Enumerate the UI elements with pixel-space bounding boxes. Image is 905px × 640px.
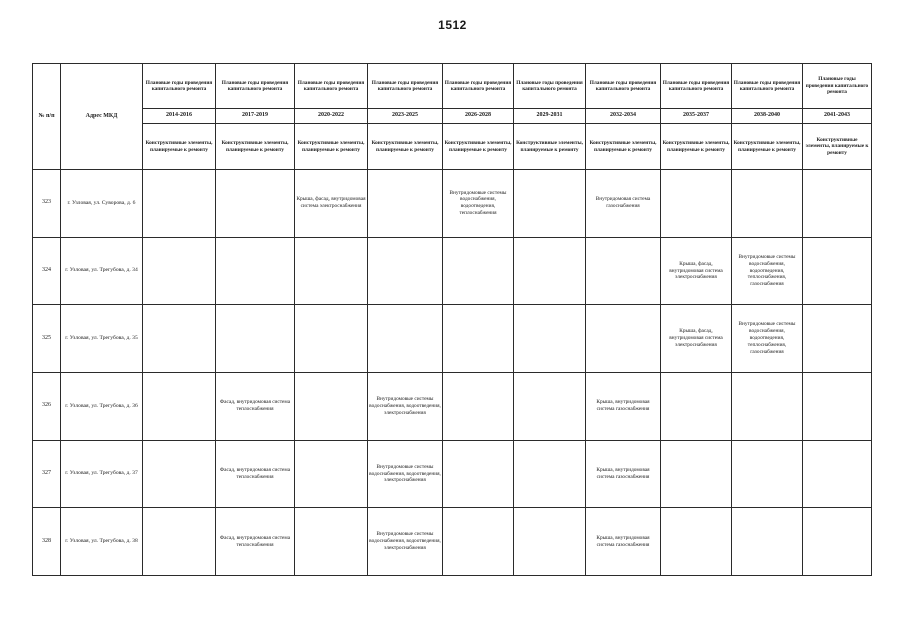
table-cell: Внутридомовые системы водоснабжения, водоотведения, теплоснабжения, газоснабжения <box>732 237 803 305</box>
table-cell <box>295 305 368 373</box>
table-cell <box>514 305 586 373</box>
table-cell: Крыша, фасад, внутридомовая система электроснабжения <box>661 305 732 373</box>
table-row <box>33 237 872 305</box>
row-address: г. Узловая, ул. Трегубова, д. 35 <box>61 305 143 373</box>
row-address: г. Узловая, ул. Трегубова, д. 38 <box>61 508 143 576</box>
table-cell: Крыша, внутридомовая система газоснабжения <box>586 372 661 440</box>
header-elements-label: Конструктивные элементы, планируемые к ремонту <box>216 124 295 170</box>
table-cell <box>732 508 803 576</box>
table-cell: Внутридомовые системы водоснабжения, водоотведения, электроснабжения <box>368 440 443 508</box>
table-cell: Фасад, внутридомовая система теплоснабжения <box>216 440 295 508</box>
table-cell <box>586 237 661 305</box>
table-cell <box>803 508 872 576</box>
header-elements-label: Конструктивные элементы, планируемые к ремонту <box>803 124 872 170</box>
table-cell <box>803 170 872 238</box>
table-cell: Внутридомовые системы водоснабжения, водоотведения, теплоснабжения, газоснабжения <box>732 305 803 373</box>
table-cell <box>216 305 295 373</box>
table-cell: Фасад, внутридомовая система теплоснабжения <box>216 508 295 576</box>
table-cell: Крыша, фасад, внутридомовая система электроснабжения <box>661 237 732 305</box>
table-cell: Крыша, внутридомовая система газоснабжения <box>586 440 661 508</box>
table-cell <box>295 237 368 305</box>
row-address: г. Узловая, ул. Трегубова, д. 36 <box>61 372 143 440</box>
header-period-label: Плановые годы проведения капитального ремонта <box>586 64 661 109</box>
header-elements-label: Конструктивные элементы, планируемые к ремонту <box>661 124 732 170</box>
table-cell <box>514 440 586 508</box>
header-elements-label: Конструктивные элементы, планируемые к ремонту <box>295 124 368 170</box>
table-cell: Крыша, внутридомовая система газоснабжения <box>586 508 661 576</box>
table-cell: Внутридомовая система газоснабжения <box>586 170 661 238</box>
table-cell <box>368 170 443 238</box>
table-cell <box>143 440 216 508</box>
row-address: г. Узловая, ул. Суворова, д. 6 <box>61 170 143 238</box>
table-cell <box>586 305 661 373</box>
table-cell <box>514 237 586 305</box>
row-number: 327 <box>33 440 61 508</box>
header-years: 2023-2025 <box>368 109 443 124</box>
header-number: № п/п <box>33 64 61 170</box>
header-period-label: Плановые годы проведения капитального ремонта <box>514 64 586 109</box>
table-cell: Внутридомовые системы водоснабжения, водоотведения, электроснабжения <box>368 372 443 440</box>
row-number: 323 <box>33 170 61 238</box>
table-cell <box>732 372 803 440</box>
header-elements-label: Конструктивные элементы, планируемые к ремонту <box>143 124 216 170</box>
table-row <box>33 305 872 373</box>
header-years: 2017-2019 <box>216 109 295 124</box>
header-elements-label: Конструктивные элементы, планируемые к ремонту <box>368 124 443 170</box>
table-row <box>33 508 872 576</box>
header-years: 2032-2034 <box>586 109 661 124</box>
row-number: 328 <box>33 508 61 576</box>
header-years: 2026-2028 <box>443 109 514 124</box>
table-cell <box>514 508 586 576</box>
table-row <box>33 440 872 508</box>
table-cell <box>295 440 368 508</box>
table-cell <box>661 372 732 440</box>
table-cell <box>143 305 216 373</box>
table-cell <box>216 237 295 305</box>
header-years: 2041-2043 <box>803 109 872 124</box>
table-cell: Внутридомовые системы водоснабжения, водоотведения, электроснабжения <box>368 508 443 576</box>
table-cell: Крыша, фасад, внутридомовая система электроснабжения <box>295 170 368 238</box>
page-number: 1512 <box>438 18 467 32</box>
header-address: Адрес МКД <box>61 64 143 170</box>
table-cell <box>732 170 803 238</box>
header-years: 2020-2022 <box>295 109 368 124</box>
table-cell <box>803 440 872 508</box>
table-cell <box>143 372 216 440</box>
table-cell <box>514 372 586 440</box>
header-years: 2035-2037 <box>661 109 732 124</box>
header-elements-label: Конструктивные элементы, планируемые к ремонту <box>586 124 661 170</box>
header-elements-label: Конструктивные элементы, планируемые к ремонту <box>514 124 586 170</box>
header-years: 2029-2031 <box>514 109 586 124</box>
table-cell <box>661 440 732 508</box>
table-cell <box>514 170 586 238</box>
table-cell <box>368 305 443 373</box>
header-period-label: Плановые годы проведения капитального ремонта <box>368 64 443 109</box>
table-cell <box>143 237 216 305</box>
table-cell: Внутридомовые системы водоснабжения, водоотведения, теплоснабжения <box>443 170 514 238</box>
header-period-label: Плановые годы проведения капитального ремонта <box>443 64 514 109</box>
header-period-label: Плановые годы проведения капитального ремонта <box>803 64 872 109</box>
repair-schedule-table <box>32 63 872 576</box>
table-cell <box>443 508 514 576</box>
row-number: 326 <box>33 372 61 440</box>
header-years: 2038-2040 <box>732 109 803 124</box>
table-cell <box>443 440 514 508</box>
row-number: 324 <box>33 237 61 305</box>
table-cell <box>143 170 216 238</box>
row-number: 325 <box>33 305 61 373</box>
table-cell <box>295 508 368 576</box>
row-address: г. Узловая, ул. Трегубова, д. 37 <box>61 440 143 508</box>
header-period-label: Плановые годы проведения капитального ремонта <box>661 64 732 109</box>
table-cell <box>732 440 803 508</box>
table-row <box>33 170 872 238</box>
table-cell <box>443 372 514 440</box>
table-cell <box>295 372 368 440</box>
table-cell <box>443 237 514 305</box>
header-period-label: Плановые годы проведения капитального ремонта <box>732 64 803 109</box>
header-elements-label: Конструктивные элементы, планируемые к ремонту <box>443 124 514 170</box>
header-period-label: Плановые годы проведения капитального ремонта <box>143 64 216 109</box>
table-row <box>33 372 872 440</box>
table-cell: Фасад, внутридомовая система теплоснабжения <box>216 372 295 440</box>
row-address: г. Узловая, ул. Трегубова, д. 34 <box>61 237 143 305</box>
table-body <box>33 170 872 576</box>
table-cell <box>216 170 295 238</box>
table-cell <box>443 305 514 373</box>
header-elements-label: Конструктивные элементы, планируемые к ремонту <box>732 124 803 170</box>
table-cell <box>143 508 216 576</box>
header-years: 2014-2016 <box>143 109 216 124</box>
header-period-label: Плановые годы проведения капитального ремонта <box>295 64 368 109</box>
table-cell <box>368 237 443 305</box>
table-cell <box>661 508 732 576</box>
table-cell <box>803 237 872 305</box>
header-period-label: Плановые годы проведения капитального ремонта <box>216 64 295 109</box>
table-cell <box>661 170 732 238</box>
table-cell <box>803 305 872 373</box>
table-cell <box>803 372 872 440</box>
